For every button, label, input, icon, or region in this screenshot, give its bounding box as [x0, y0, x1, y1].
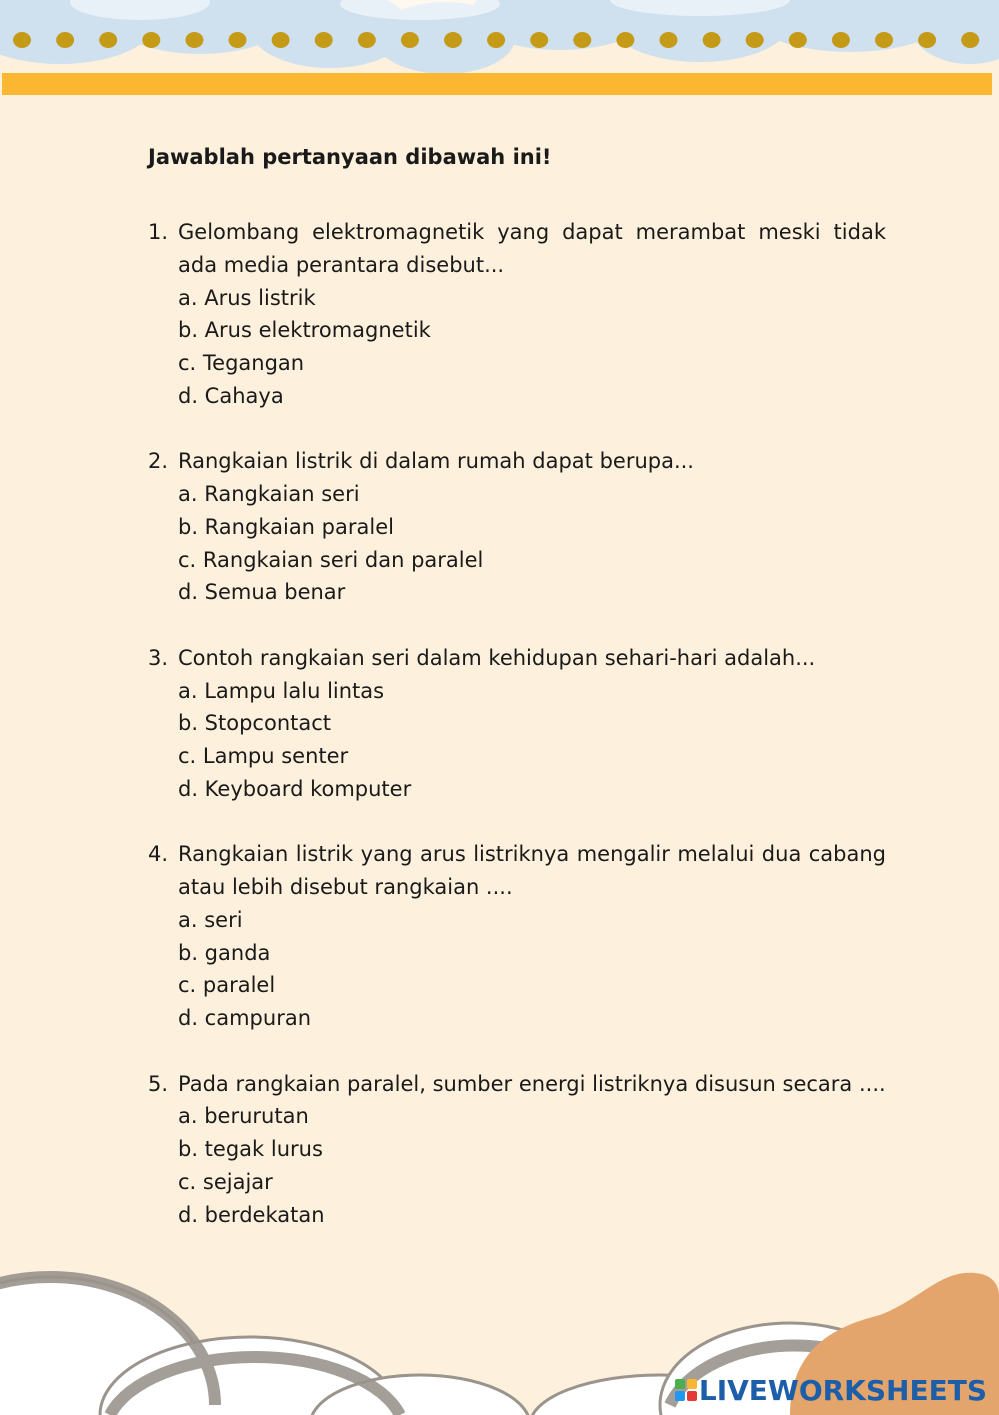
garland-dot: [358, 32, 376, 48]
answer-option-b[interactable]: b. Arus elektromagnetik: [178, 318, 431, 343]
answer-option-a[interactable]: a. Arus listrik: [178, 285, 316, 310]
garland-dot: [99, 32, 117, 48]
question-3: [148, 642, 886, 806]
garland-dot: [272, 32, 290, 48]
answer-option-c[interactable]: c. Rangkaian seri dan paralel: [178, 547, 484, 572]
question-text: Rangkaian listrik yang arus listriknya mengalir melalui dua cabang atau lebih disebut rangkaian ....: [178, 842, 886, 900]
answer-option-d[interactable]: d. campuran: [178, 1006, 312, 1031]
answer-option-b[interactable]: b. tegak lurus: [178, 1137, 323, 1162]
answer-option-a[interactable]: a. Lampu lalu lintas: [178, 678, 385, 703]
question-number: 3.: [148, 645, 169, 670]
answer-option-a[interactable]: a. berurutan: [178, 1104, 309, 1129]
question-text: Rangkaian listrik di dalam rumah dapat berupa...: [178, 449, 694, 474]
garland-dot: [229, 32, 247, 48]
garland-dot: [573, 32, 591, 48]
question-5: [148, 1068, 886, 1232]
question-number: 1.: [148, 220, 169, 244]
question-4: [148, 838, 886, 1035]
garland-dot: [789, 32, 807, 48]
orange-banner-strip: [2, 73, 992, 95]
garland-dot: [142, 32, 160, 48]
question-text: Contoh rangkaian seri dalam kehidupan sehari-hari adalah...: [178, 645, 816, 670]
garland-dot: [444, 32, 462, 48]
garland-dot: [185, 32, 203, 48]
brand-name: LIVEWORKSHEETS: [698, 1373, 987, 1407]
garland-dot: [746, 32, 764, 48]
garland-dot: [875, 32, 893, 48]
question-1: [148, 216, 886, 413]
garland-dot: [530, 32, 548, 48]
garland-dot: [961, 32, 979, 48]
answer-option-a[interactable]: a. Rangkaian seri: [178, 482, 360, 507]
question-number: 5.: [148, 1071, 169, 1096]
garland-dot: [660, 32, 678, 48]
question-number: 4.: [148, 842, 169, 867]
question-number: 2.: [148, 449, 169, 474]
answer-option-c[interactable]: c. sejajar: [178, 1169, 273, 1194]
answer-option-c[interactable]: c. Tegangan: [178, 351, 305, 376]
garland-dot: [616, 32, 634, 48]
garland-dot: [401, 32, 419, 48]
answer-option-d[interactable]: d. berdekatan: [178, 1202, 325, 1227]
answer-option-d[interactable]: d. Semua benar: [178, 580, 346, 605]
answer-option-c[interactable]: c. paralel: [178, 973, 276, 998]
answer-option-d[interactable]: d. Keyboard komputer: [178, 776, 412, 801]
garland-dot: [487, 32, 505, 48]
liveworksheets-logo-icon: [675, 1379, 697, 1401]
garland-dot: [56, 32, 74, 48]
dot-garland: [0, 0, 999, 80]
question-2: [148, 445, 886, 609]
garland-dot: [832, 32, 850, 48]
question-text: Gelombang elektromagnetik yang dapat merambat meski tidak ada media perantara disebut...: [178, 220, 886, 277]
answer-option-d[interactable]: d. Cahaya: [178, 383, 284, 408]
brand-watermark: [675, 1373, 987, 1407]
answer-option-b[interactable]: b. Stopcontact: [178, 711, 332, 736]
worksheet-content: [148, 140, 886, 1264]
worksheet-instruction: Jawablah pertanyaan dibawah ini!: [148, 145, 552, 169]
answer-option-b[interactable]: b. ganda: [178, 940, 271, 965]
garland-dot: [13, 32, 31, 48]
garland-dot: [918, 32, 936, 48]
answer-option-c[interactable]: c. Lampu senter: [178, 744, 349, 769]
answer-option-a[interactable]: a. seri: [178, 907, 243, 932]
garland-dot: [315, 32, 333, 48]
answer-option-b[interactable]: b. Rangkaian paralel: [178, 514, 394, 539]
question-text: Pada rangkaian paralel, sumber energi listriknya disusun secara ....: [178, 1071, 886, 1096]
garland-dot: [703, 32, 721, 48]
